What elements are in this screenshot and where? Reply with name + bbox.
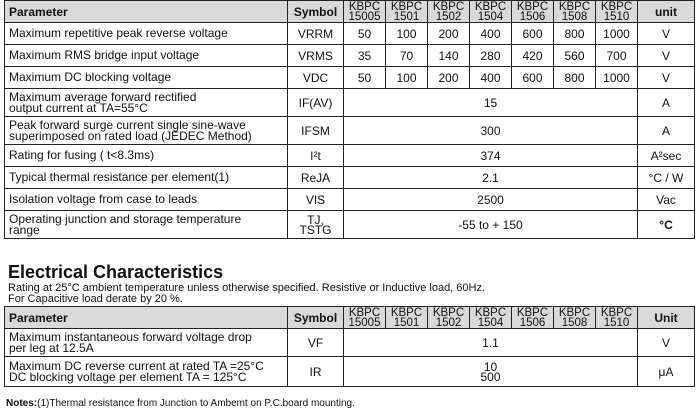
header-unit: Unit (638, 307, 695, 329)
header-model: KBPC 15005 (344, 1, 386, 23)
table-row (5, 329, 695, 357)
header-model: KBPC 1510 (596, 307, 638, 329)
value-cell: 50 (344, 67, 386, 89)
header-parameter: Parameter (5, 1, 288, 23)
rating-note: Rating at 25°C ambient temperature unless otherwise specified. Resistive or Inductive load, 60Hz. (8, 282, 486, 294)
max-ratings-table (4, 0, 695, 239)
table1-header-row (5, 1, 695, 23)
value-cell: 1000 (596, 23, 638, 45)
unit-cell: °C (638, 211, 695, 239)
symbol-cell: VRRM (288, 23, 344, 45)
header-model: KBPC 1504 (470, 1, 512, 23)
value-cell: 280 (470, 45, 512, 67)
value-cell: 800 (554, 67, 596, 89)
header-model: KBPC 1510 (596, 1, 638, 23)
symbol-cell: IF(AV) (288, 89, 344, 117)
header-model: KBPC 1506 (512, 307, 554, 329)
param-cell: Maximum repetitive peak reverse voltage (5, 23, 288, 45)
section-title: Electrical Characteristics (8, 262, 224, 282)
header-model: KBPC 1506 (512, 1, 554, 23)
header-model: KBPC 1501 (386, 1, 428, 23)
header-parameter: Parameter (5, 307, 288, 329)
value-cell: 800 (554, 23, 596, 45)
value-cell: 100 (386, 67, 428, 89)
value-cell: 140 (428, 45, 470, 67)
param-cell: Maximum instantaneous forward voltage drop per leg at 12.5A (5, 329, 288, 357)
notes-label: Notes: (6, 398, 38, 409)
param-cell: Maximum DC reverse current at rated TA =25°C DC blocking voltage per element TA = 125°C (5, 357, 288, 387)
value-cell: 50 (344, 23, 386, 45)
param-cell: Peak forward surge current single sine-wave superimposed on rated load (JEDEC Method) (5, 117, 288, 145)
electrical-table (4, 306, 695, 387)
electrical-table-wrap (4, 306, 694, 387)
value-cell: 560 (554, 45, 596, 67)
table-row (5, 67, 695, 89)
value-cell: 2.1 (344, 167, 638, 189)
unit-cell: V (638, 67, 695, 89)
symbol-cell: VDC (288, 67, 344, 89)
unit-cell: °C / W (638, 167, 695, 189)
unit-cell: A (638, 117, 695, 145)
value-cell: 600 (512, 67, 554, 89)
header-model: KBPC 1502 (428, 1, 470, 23)
table-row (5, 357, 695, 387)
symbol-cell: IR (288, 357, 344, 387)
value-cell: -55 to + 150 (344, 211, 638, 239)
param-cell: Maximum RMS bridge input voltage (5, 45, 288, 67)
header-model: KBPC 1502 (428, 307, 470, 329)
table-row (5, 45, 695, 67)
symbol-cell: VF (288, 329, 344, 357)
footnote (6, 398, 355, 409)
symbol-cell: VIS (288, 189, 344, 211)
param-cell: Operating junction and storage temperature range (5, 211, 288, 239)
header-model: KBPC 1508 (554, 1, 596, 23)
header-symbol: Symbol (288, 1, 344, 23)
param-cell: Maximum average forward rectified output current at TA=55°C (5, 89, 288, 117)
symbol-cell: ReJA (288, 167, 344, 189)
table-row (5, 117, 695, 145)
value-cell: 374 (344, 145, 638, 167)
param-cell: Isolation voltage from case to leads (5, 189, 288, 211)
notes-text: (1)Thermal resistance from Junction to Ambemt on P.C.board mounting. (37, 398, 355, 409)
unit-cell: Vac (638, 189, 695, 211)
value-cell: 300 (344, 117, 638, 145)
header-model: KBPC 1501 (386, 307, 428, 329)
value-cell: 2500 (344, 189, 638, 211)
unit-cell: A (638, 89, 695, 117)
header-model: KBPC 15005 (344, 307, 386, 329)
table-row (5, 89, 695, 117)
table-row (5, 189, 695, 211)
symbol-cell: I²t (288, 145, 344, 167)
header-model: KBPC 1508 (554, 307, 596, 329)
value-cell: 600 (512, 23, 554, 45)
symbol-cell: TJ, TSTG (288, 211, 344, 239)
unit-cell: V (638, 329, 695, 357)
param-cell: Rating for fusing ( t<8.3ms) (5, 145, 288, 167)
value-cell: 1000 (596, 67, 638, 89)
value-cell: 10 500 (344, 357, 638, 387)
value-cell: 15 (344, 89, 638, 117)
value-cell: 70 (386, 45, 428, 67)
unit-cell: V (638, 45, 695, 67)
table2-header-row (5, 307, 695, 329)
unit-cell: A²sec (638, 145, 695, 167)
unit-cell: μA (638, 357, 695, 387)
unit-cell: V (638, 23, 695, 45)
value-cell: 100 (386, 23, 428, 45)
value-cell: 700 (596, 45, 638, 67)
header-model: KBPC 1504 (470, 307, 512, 329)
value-cell: 35 (344, 45, 386, 67)
table-row (5, 211, 695, 239)
table-row (5, 145, 695, 167)
table-row (5, 167, 695, 189)
value-cell: 200 (428, 23, 470, 45)
value-cell: 1.1 (344, 329, 638, 357)
value-cell: 200 (428, 67, 470, 89)
value-cell: 400 (470, 23, 512, 45)
param-cell: Typical thermal resistance per element(1) (5, 167, 288, 189)
capacitive-note: For Capacitive load derate by 20 %. (8, 293, 183, 305)
value-cell: 400 (470, 67, 512, 89)
table-row (5, 23, 695, 45)
value-cell: 420 (512, 45, 554, 67)
header-unit: unit (638, 1, 695, 23)
header-symbol: Symbol (288, 307, 344, 329)
param-cell: Maximum DC blocking voltage (5, 67, 288, 89)
symbol-cell: IFSM (288, 117, 344, 145)
symbol-cell: VRMS (288, 45, 344, 67)
ratings-table-wrap (4, 0, 694, 239)
